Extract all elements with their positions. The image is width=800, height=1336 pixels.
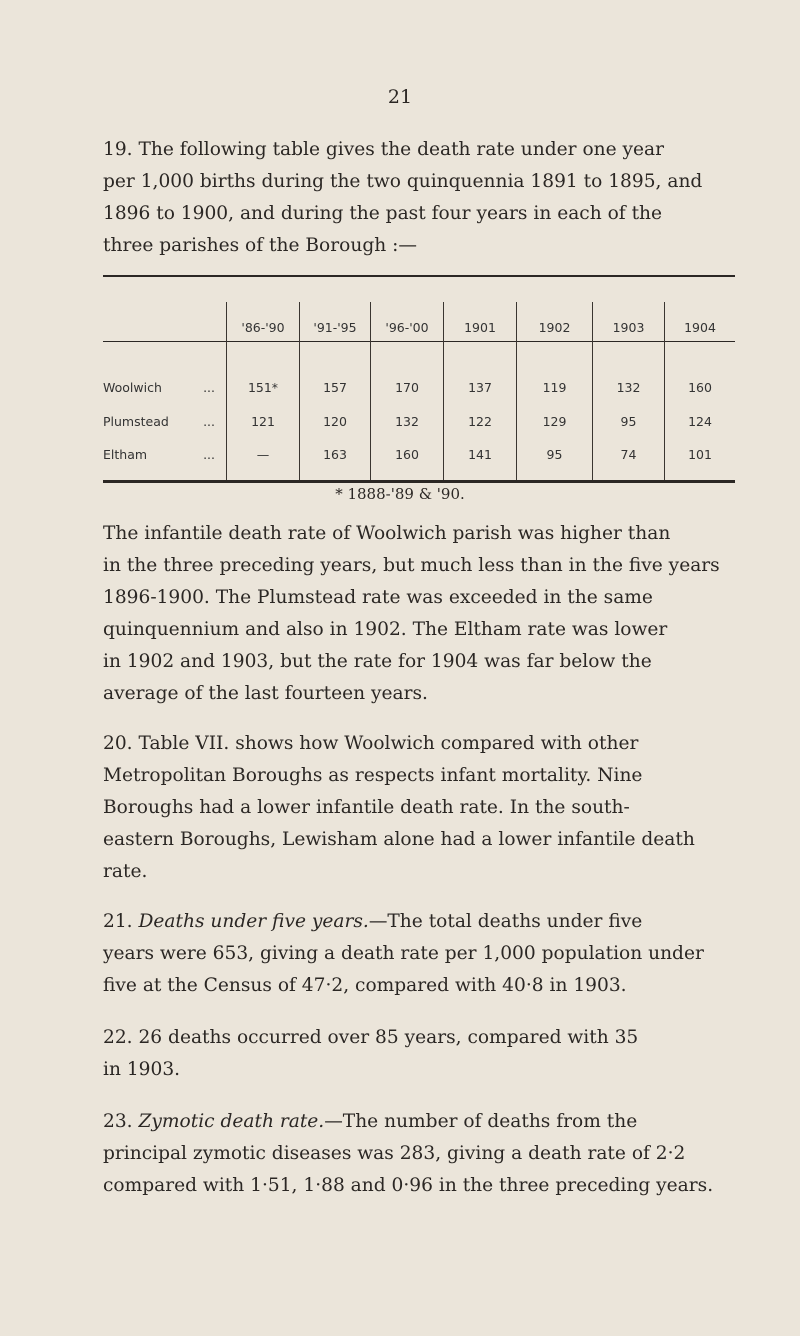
paragraph-line: eastern Boroughs, Lewisham alone had a lower infantile death	[103, 829, 695, 850]
table-cell: 95	[620, 414, 637, 429]
intro-line: 1896 to 1900, and during the past four years in each of the	[103, 203, 663, 224]
row-label-plumstead	[103, 414, 223, 429]
table-cell: 129	[542, 414, 567, 429]
table-cell: 132	[395, 414, 419, 429]
table-cell: 160	[395, 447, 419, 462]
page-number: 21	[387, 86, 413, 108]
paragraph-23	[103, 1106, 739, 1202]
table-cell: 151*	[247, 380, 279, 395]
leader-dots: ...	[203, 414, 215, 429]
paragraph-line: average of the last fourteen years.	[103, 683, 428, 704]
row-label-text: Plumstead	[103, 414, 169, 429]
paragraph-line: years were 653, giving a death rate per 1,000 population under	[103, 943, 704, 964]
column-header: '86-'90	[241, 320, 285, 335]
table-cell: 163	[323, 447, 347, 462]
column-header: 1902	[538, 320, 571, 335]
table-cell: 137	[468, 380, 492, 395]
paragraph-line: rate.	[103, 861, 148, 882]
paragraph-20	[103, 728, 739, 888]
paragraph-21	[103, 906, 739, 1002]
paragraph-line: five at the Census of 47·2, compared with 40·8 in 1903.	[103, 975, 627, 996]
intro-line: 19. The following table gives the death rate under one year	[103, 139, 665, 160]
paragraph-line: compared with 1·51, 1·88 and 0·96 in the three preceding years.	[103, 1175, 714, 1196]
paragraph-line: 22. 26 deaths occurred over 85 years, compared with 35	[103, 1027, 639, 1048]
paragraph-heading: Zymotic death rate.	[138, 1111, 325, 1132]
table-footnote: * 1888-'89 & '90.	[335, 485, 465, 503]
paragraph-22	[103, 1022, 739, 1086]
table-cell: 101	[688, 447, 712, 462]
paragraph-line: in the three preceding years, but much less than in the five years	[103, 555, 720, 576]
table-cell: 124	[688, 414, 712, 429]
paragraph-line: Metropolitan Boroughs as respects infant mortality. Nine	[103, 765, 643, 786]
column-header: 1901	[464, 320, 496, 335]
intro-line: per 1,000 births during the two quinquennia 1891 to 1895, and	[103, 171, 703, 192]
column-header: '96-'00	[385, 320, 429, 335]
paragraph-line: quinquennium and also in 1902. The Eltham rate was lower	[103, 619, 668, 640]
paragraph-number: 23.	[103, 1111, 133, 1132]
row-label-text: Eltham	[103, 447, 148, 462]
table-cell: 121	[251, 414, 275, 429]
column-header: 1903	[612, 320, 645, 335]
table-cell: 132	[616, 380, 641, 395]
paragraph-line: Boroughs had a lower infantile death rate. In the south-	[103, 797, 630, 818]
paragraph-line: 1896-1900. The Plumstead rate was exceeded in the same	[103, 587, 653, 608]
table-cell: 160	[688, 380, 712, 395]
table-cell: 74	[620, 447, 637, 462]
intro-line: three parishes of the Borough :—	[103, 235, 417, 256]
paragraph-line: —The total deaths under five	[368, 911, 643, 932]
column-header: '91-'95	[313, 320, 357, 335]
table-cell: 122	[468, 414, 492, 429]
paragraph-line: 20. Table VII. shows how Woolwich compared with other	[103, 733, 639, 754]
table-top-rule	[103, 275, 735, 277]
table-cell: 170	[395, 380, 419, 395]
table-cell: 120	[323, 414, 347, 429]
row-label-eltham	[103, 447, 223, 462]
paragraph-number: 21.	[103, 911, 133, 932]
paragraph-line: —The number of deaths from the	[324, 1111, 638, 1132]
paragraph-line: in 1902 and 1903, but the rate for 1904 was far below the	[103, 651, 652, 672]
paragraph-line: principal zymotic diseases was 283, giving a death rate of 2·2	[103, 1143, 686, 1164]
intro-paragraph	[103, 134, 739, 262]
table-cell: 95	[546, 447, 563, 462]
table-bottom-rule	[103, 480, 735, 483]
table-cell: 119	[542, 380, 567, 395]
leader-dots: ...	[203, 380, 215, 395]
column-header: 1904	[684, 320, 716, 335]
paragraph-line: in 1903.	[103, 1059, 181, 1080]
table-cell: —	[256, 447, 270, 462]
row-label-woolwich	[103, 380, 223, 395]
paragraph-heading: Deaths under five years.	[138, 911, 369, 932]
table-cell: 141	[468, 447, 492, 462]
paragraph-line: The infantile death rate of Woolwich parish was higher than	[103, 523, 671, 544]
table-cell: 157	[323, 380, 347, 395]
leader-dots: ...	[203, 447, 215, 462]
table-header-rule	[103, 341, 735, 342]
infantile-paragraph	[103, 518, 739, 710]
row-label-text: Woolwich	[103, 380, 162, 395]
